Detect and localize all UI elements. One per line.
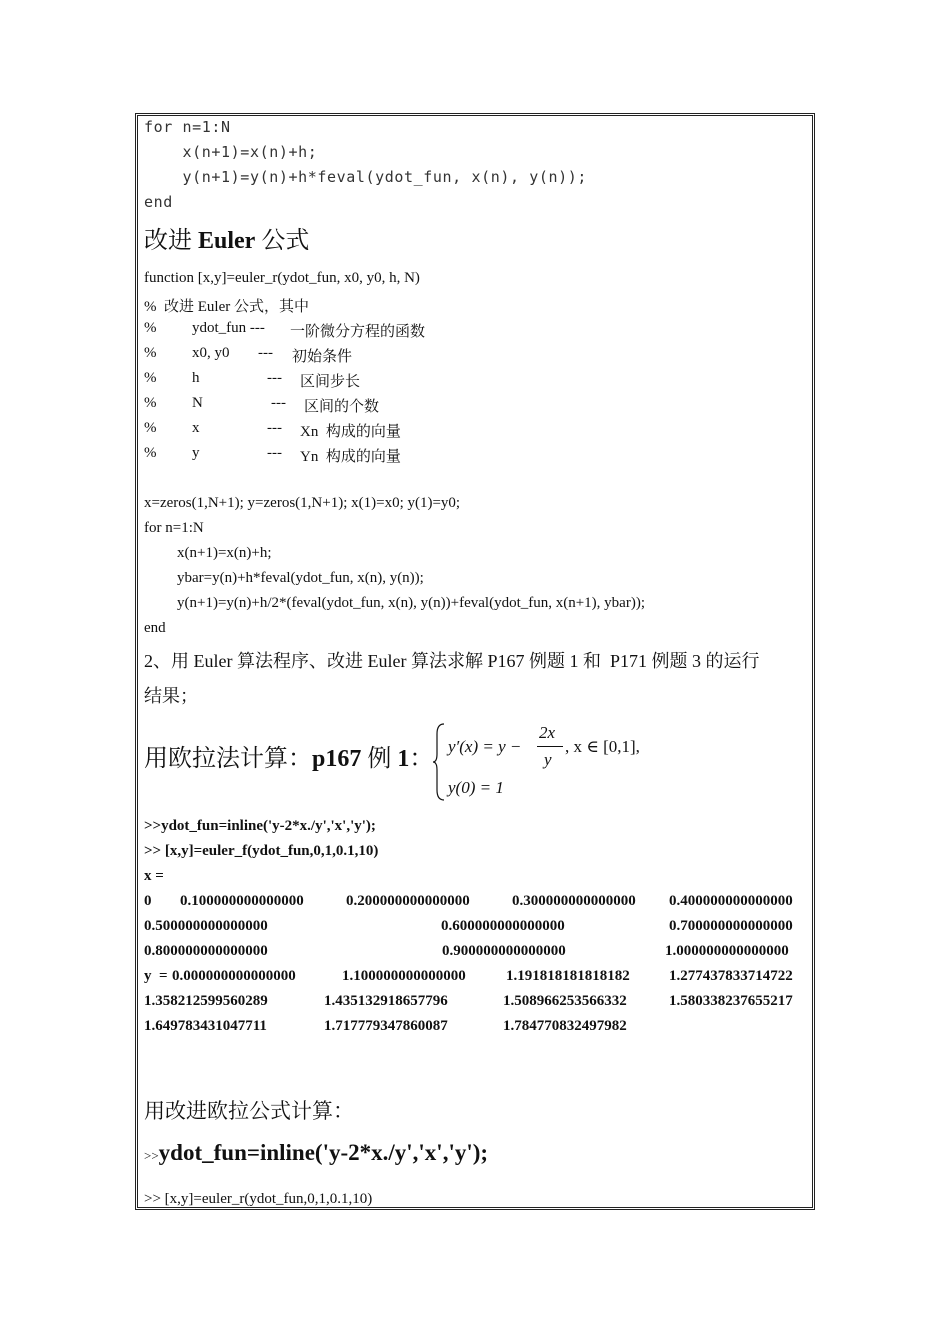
code-line: y(n+1)=y(n)+h*feval(ydot_fun, x(n), y(n)); [144,168,588,186]
ode-initial-condition: y(0) = 1 [448,778,504,797]
comment-line: % [144,420,157,436]
comment-line: % [144,395,157,411]
x-value: 0.600000000000000 [441,918,565,934]
comment-name: x [192,420,200,436]
comment-line: % [144,445,157,461]
y-value: 1.580338237655217 [669,993,793,1009]
x-value: 0.100000000000000 [180,893,304,909]
x-value: 0.300000000000000 [512,893,636,909]
ode-lhs: y′(x) = y − [448,737,522,756]
y-value: 1.784770832497982 [503,1018,627,1034]
code-line: end [144,620,166,636]
comment-desc: Yn 构成的向量 [300,449,401,465]
comment-dash: --- [271,395,286,411]
y-value: 1.508966253566332 [503,993,627,1009]
code-line: x=zeros(1,N+1); y=zeros(1,N+1); x(1)=x0; y(1)=y0; [144,495,461,511]
comment-desc: 一阶微分方程的函数 [290,324,426,340]
comment-desc: 初始条件 [292,349,353,365]
question-text: 结果； [144,686,198,706]
y-value: 1.277437833714722 [669,968,793,984]
x-value: 0.700000000000000 [669,918,793,934]
section-heading-improved-calc: 用改进欧拉公式计算： [144,1099,354,1123]
comment-dash: --- [267,445,282,461]
comment-desc: Xn 构成的向量 [300,424,401,440]
brace-icon [432,722,446,802]
y-value: 1.649783431047711 [144,1018,267,1034]
comment-name: y [192,445,200,461]
x-value: 0 [144,893,152,909]
comment-name: N [192,395,203,411]
comment-name: h [192,370,200,386]
x-value: 0.200000000000000 [346,893,470,909]
y-output-label: y = [144,968,168,984]
comment-line: % 改进 Euler 公式，其中 [144,299,309,315]
code-line: for n=1:N [144,118,231,136]
ode-domain: , x ∈ [0,1], [565,737,640,756]
code-line: x(n+1)=x(n)+h; [144,143,318,161]
section-heading-improved-euler: 改进 Euler 公式 [144,228,310,254]
code-line: end [144,193,173,211]
comment-dash: --- [258,345,273,361]
y-value: 1.717779347860087 [324,1018,448,1034]
x-output-label: x = [144,868,164,884]
function-signature: function [x,y]=euler_r(ydot_fun, x0, y0, h, N) [144,270,420,286]
section-heading-euler: 用欧拉法计算：p167 例 1： [144,746,434,772]
code-line: x(n+1)=x(n)+h; [177,545,272,561]
code-line: for n=1:N [144,520,204,536]
x-value: 0.400000000000000 [669,893,793,909]
code-line: ybar=y(n)+h*feval(ydot_fun, x(n), y(n)); [177,570,424,586]
comment-line: % [144,370,157,386]
comment-name: x0, y0 [192,345,230,361]
comment-name: ydot_fun --- [192,320,265,336]
code-line: y(n+1)=y(n)+h/2*(feval(ydot_fun, x(n), y(n))+feval(ydot_fun, x(n+1), ybar)); [177,595,645,611]
command-line: >> [x,y]=euler_r(ydot_fun,0,1,0.1,10) [144,1191,373,1207]
comment-desc: 区间步长 [300,374,361,390]
x-value: 0.500000000000000 [144,918,268,934]
x-value: 1.000000000000000 [665,943,789,959]
y-value: 0.000000000000000 [172,968,296,984]
ode-numerator: 2x [539,723,556,742]
comment-dash: --- [267,370,282,386]
y-value: 1.435132918657796 [324,993,448,1009]
y-value: 1.100000000000000 [342,968,466,984]
comment-line: % [144,320,157,336]
y-value: 1.191818181818182 [506,968,630,984]
comment-dash: --- [267,420,282,436]
command-line: >>ydot_fun=inline('y-2*x./y','x','y'); [144,1140,489,1165]
fraction-bar [537,746,563,747]
y-value: 1.358212599560289 [144,993,268,1009]
x-value: 0.800000000000000 [144,943,268,959]
ode-denominator: y [544,750,552,769]
command-line: >> [x,y]=euler_f(ydot_fun,0,1,0.1,10) [144,843,379,859]
command-line: >>ydot_fun=inline('y-2*x./y','x','y'); [144,818,376,834]
x-value: 0.900000000000000 [442,943,566,959]
question-text: 2、用 Euler 算法程序、改进 Euler 算法求解 P167 例题 1 和 P171 例题 3 的运行 [144,651,760,671]
comment-line: % [144,345,157,361]
comment-desc: 区间的个数 [304,399,380,415]
